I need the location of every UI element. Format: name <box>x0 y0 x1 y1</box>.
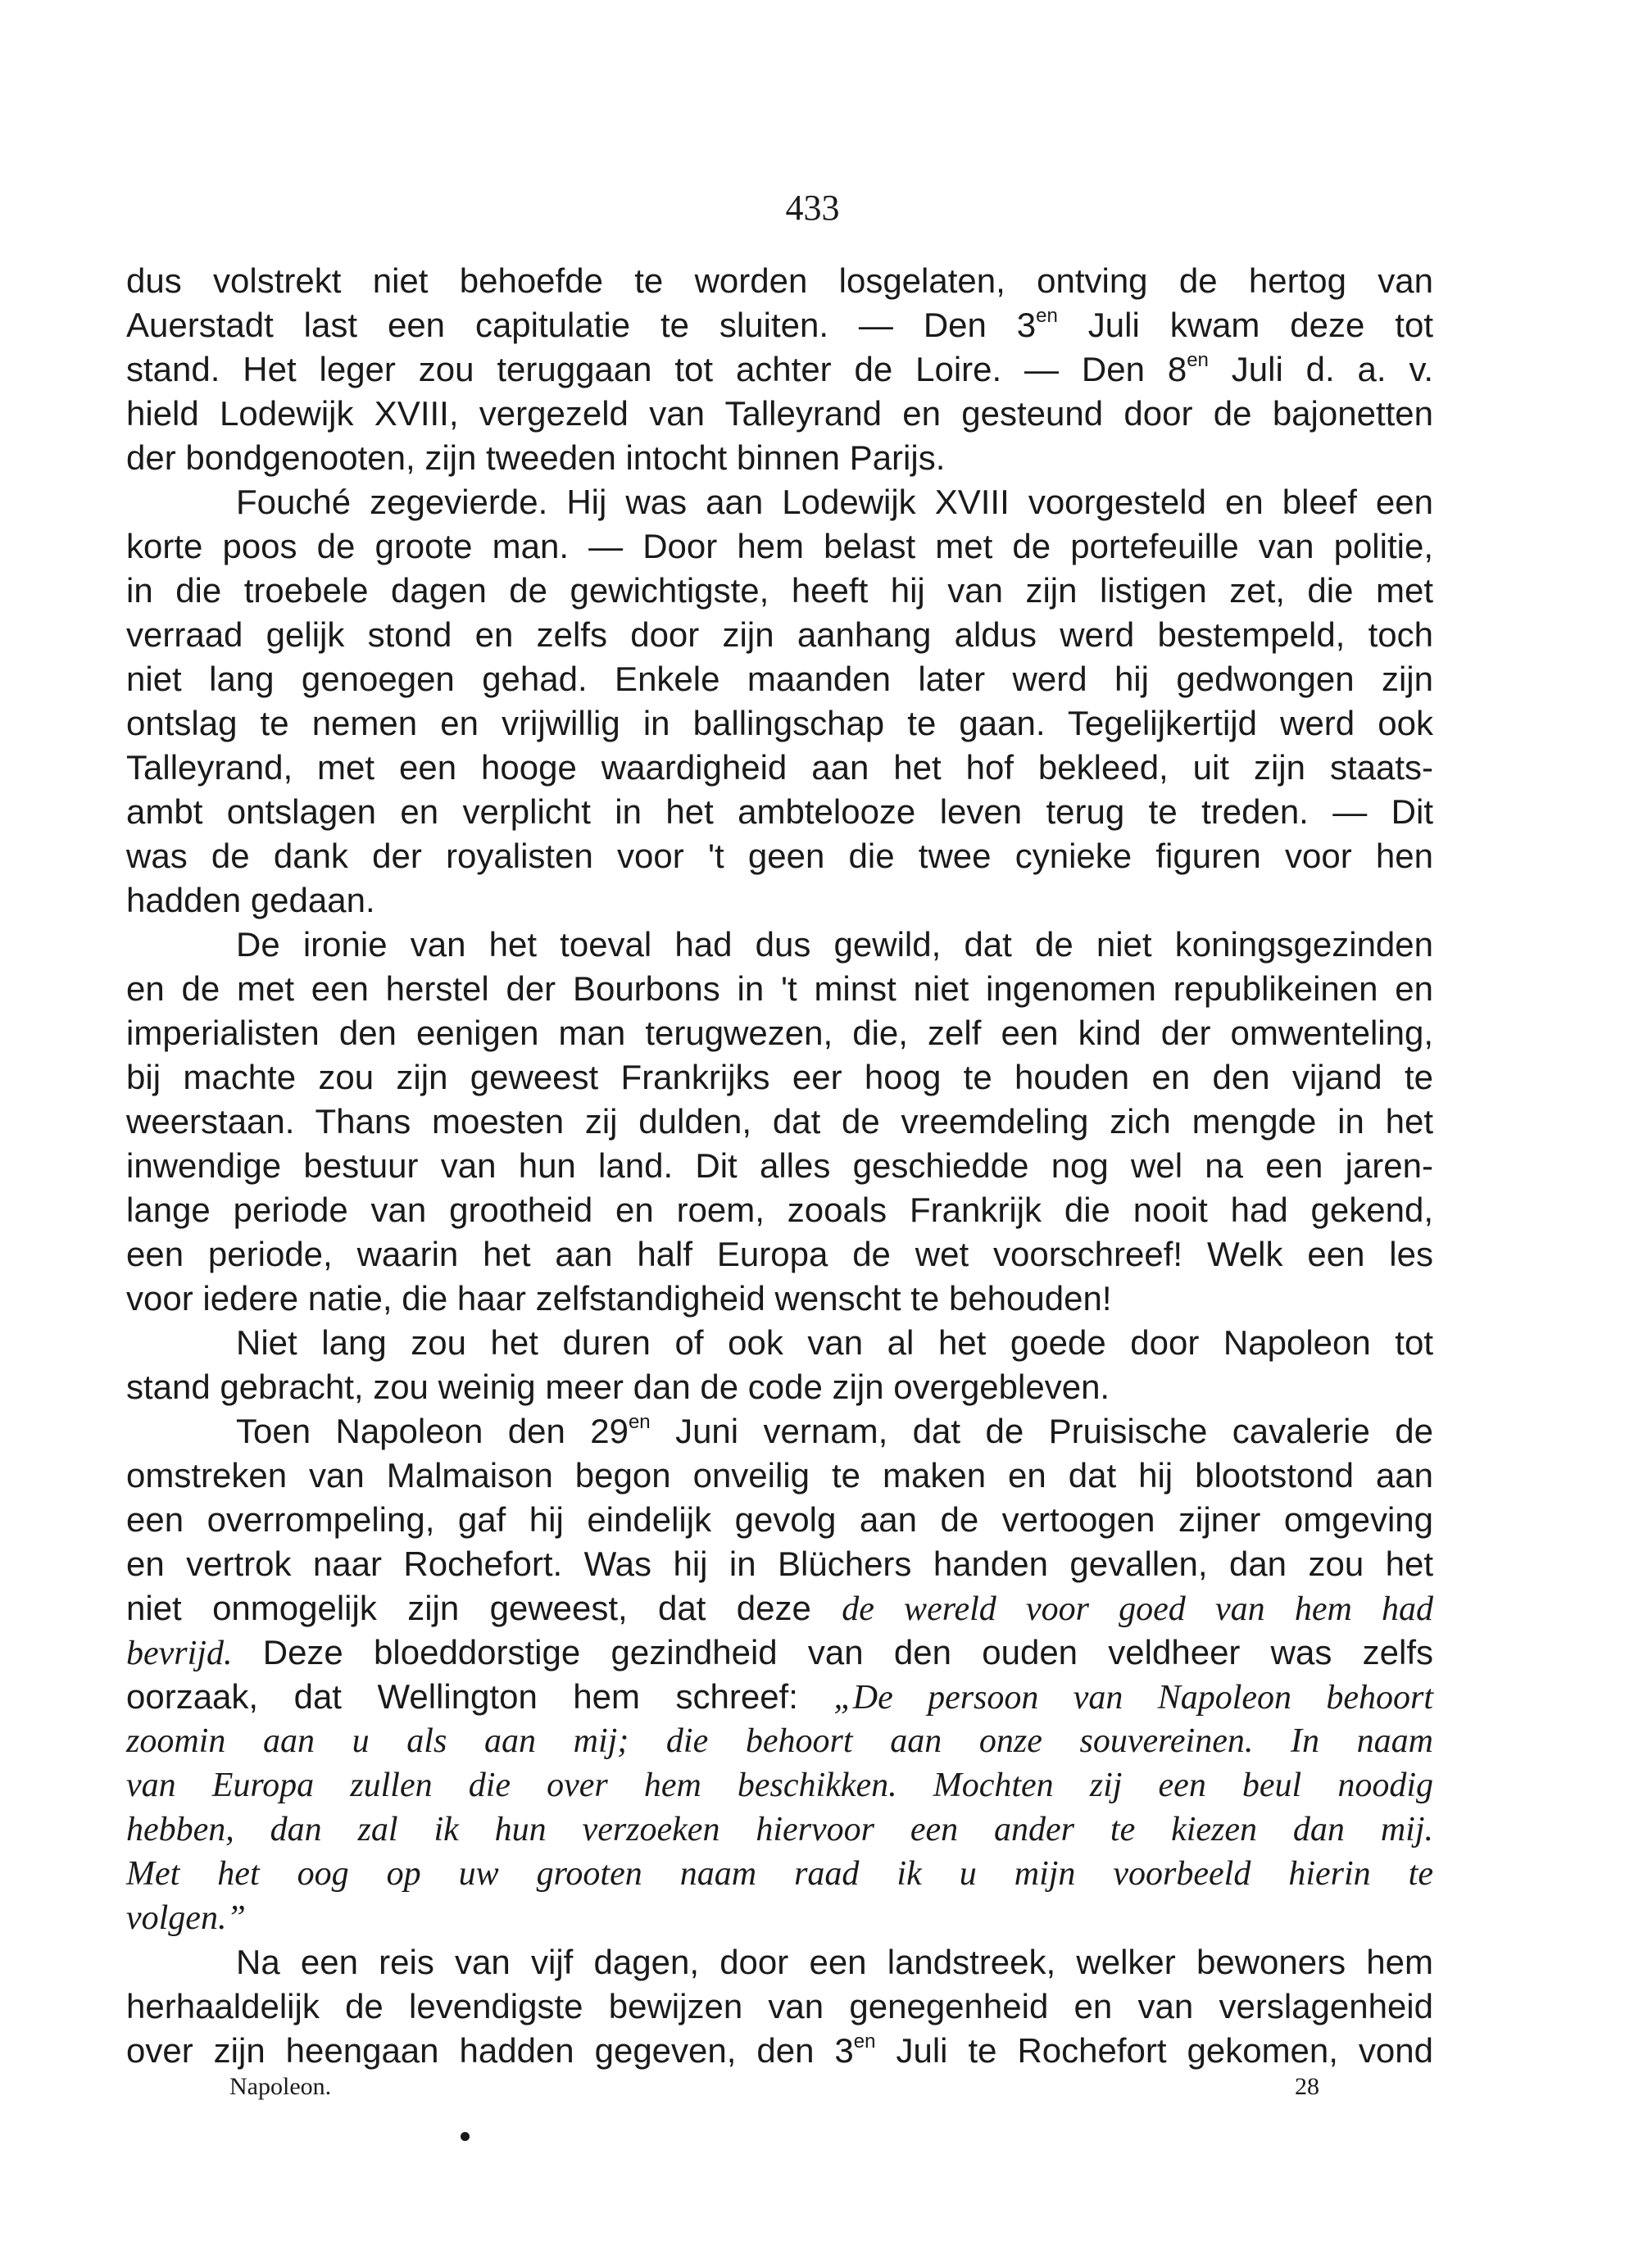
gathering-number: 28 <box>1295 2073 1319 2100</box>
text-line <box>126 1144 1433 1188</box>
text-span: imperialisten den eenigen man terugwezen, die, zelf een kind der omwenteling, <box>126 1014 1433 1052</box>
text-line <box>236 1409 1433 1454</box>
text-line <box>126 524 1433 569</box>
text-span: stand. Het leger zou teruggaan tot achter de Loire. — Den 8 <box>126 350 1187 388</box>
text-span: over zijn heengaan hadden gegeven, den 3 <box>126 2031 854 2070</box>
text-line <box>126 790 1433 834</box>
text-span: ontslag te nemen en vrijwillig in ballingschap te gaan. Tegelijkertijd werd ook <box>126 704 1433 742</box>
text-line <box>126 1454 1433 1498</box>
text-line <box>126 1365 1433 1409</box>
text-span: lange periode van grootheid en roem, zooals Frankrijk die nooit had gekend, <box>126 1191 1433 1229</box>
quote-line <box>126 1719 1433 1763</box>
text-span: volgen.” <box>126 1899 246 1937</box>
text-span: hebben, dan zal ik hun verzoeken hiervoor een ander te kiezen dan mij. <box>126 1811 1433 1848</box>
superscript: en <box>853 2030 876 2053</box>
text-span: was de dank der royalisten voor 't geen die twee cynieke figuren voor hen <box>126 837 1433 875</box>
superscript: en <box>1036 305 1058 327</box>
text-span: oorzaak, dat Wellington hem schreef: <box>126 1677 834 1716</box>
text-line <box>126 569 1433 613</box>
text-span: hield Lodewijk XVIII, vergezeld van Talleyrand en gesteund door de bajonetten <box>126 394 1433 433</box>
text-line <box>126 1631 1433 1675</box>
text-span: Juli kwam deze tot <box>1057 306 1433 344</box>
text-line <box>126 834 1433 878</box>
text-span: Talleyrand, met een hooge waardigheid aan het hof bekleed, uit zijn staats- <box>126 748 1433 787</box>
text-span: omstreken van Malmaison begon onveilig te maken en dat hij blootstond aan <box>126 1456 1433 1495</box>
text-span: Juli d. a. v. <box>1208 350 1434 388</box>
text-span: der bondgenooten, zijn tweeden intocht binnen Parijs. <box>126 438 946 477</box>
text-span: weerstaan. Thans moesten zij dulden, dat de vreemdeling zich mengde in het <box>126 1102 1433 1141</box>
text-span: Met het oog op uw grooten naam raad ik u mijn voorbeeld hierin te <box>126 1855 1433 1893</box>
text-line <box>126 746 1433 790</box>
text-span: Niet lang zou het duren of ook van al het goede door Napoleon tot <box>236 1323 1433 1362</box>
text-line <box>236 1940 1433 1984</box>
text-line <box>126 2029 1433 2073</box>
text-span: korte poos de groote man. — Door hem belast met de portefeuille van politie, <box>126 527 1433 565</box>
superscript: en <box>1187 349 1209 371</box>
text-span: Fouché zegevierde. Hij was aan Lodewijk XVIII voorgesteld en bleef een <box>236 483 1433 521</box>
text-span: ambt ontslagen en verplicht in het ambtelooze leven terug te treden. — Dit <box>126 792 1433 831</box>
text-line <box>236 480 1433 524</box>
text-span: bij machte zou zijn geweest Frankrijks eer hoog te houden en den vijand te <box>126 1058 1433 1096</box>
text-span: Juli te Rochefort gekomen, vond <box>875 2031 1433 2070</box>
text-span: stand gebracht, zou weinig meer dan de code zijn overgebleven. <box>126 1368 1110 1406</box>
text-span: verraad gelijk stond en zelfs door zijn aanhang aldus werd bestempeld, toch <box>126 615 1433 654</box>
text-line <box>126 1232 1433 1277</box>
text-line <box>126 436 1433 480</box>
signature-mark: Napoleon. <box>229 2073 332 2100</box>
text-span: inwendige bestuur van hun land. Dit alles geschiedde nog wel na een jaren- <box>126 1146 1433 1185</box>
ink-dot <box>461 2132 470 2141</box>
text-line <box>126 1984 1433 2029</box>
italic-span: bevrijd. <box>126 1635 233 1672</box>
text-line <box>126 347 1433 392</box>
text-line <box>126 1675 1433 1719</box>
text-span: een overrompeling, gaf hij eindelijk gevolg aan de vertoogen zijner omgeving <box>126 1500 1433 1539</box>
text-span: Na een reis van vijf dagen, door een landstreek, welker bewoners hem <box>236 1943 1433 1981</box>
text-span: en de met een herstel der Bourbons in 't minst niet ingenomen republikeinen en <box>126 969 1433 1008</box>
text-line <box>236 923 1433 967</box>
text-span: zoomin aan u als aan mij; die behoort aan onze souvereinen. In naam <box>126 1722 1433 1760</box>
text-line <box>126 878 1433 923</box>
text-line <box>126 1498 1433 1542</box>
text-line <box>126 1586 1433 1631</box>
text-line <box>126 1055 1433 1100</box>
text-span: Deze bloeddorstige gezindheid van den ouden veldheer was zelfs <box>232 1633 1433 1672</box>
text-line <box>126 259 1433 303</box>
text-span: Toen Napoleon den 29 <box>236 1412 629 1450</box>
text-line <box>126 1277 1433 1321</box>
text-line <box>126 657 1433 701</box>
quote-line <box>126 1808 1433 1852</box>
text-span: niet onmogelijk zijn geweest, dat deze <box>126 1589 842 1627</box>
superscript: en <box>628 1411 651 1433</box>
text-line <box>126 1188 1433 1232</box>
text-span: niet lang genoegen gehad. Enkele maanden later werd hij gedwongen zijn <box>126 660 1433 698</box>
quote-line <box>126 1763 1433 1808</box>
text-span: Auerstadt last een capitulatie te sluiten. — Den 3 <box>126 306 1037 344</box>
text-line <box>126 1011 1433 1055</box>
italic-span: de wereld voor goed van hem had <box>842 1590 1433 1628</box>
text-line <box>126 1100 1433 1144</box>
text-span: voor iedere natie, die haar zelfstandigheid wenscht te behouden! <box>126 1279 1112 1318</box>
text-span: in die troebele dagen de gewichtigste, heeft hij van zijn listigen zet, die met <box>126 571 1433 610</box>
text-line <box>126 613 1433 657</box>
text-line <box>236 1321 1433 1365</box>
page-number: 433 <box>785 188 840 228</box>
text-line <box>126 701 1433 746</box>
text-line <box>126 967 1433 1011</box>
text-span: herhaaldelijk de levendigste bewijzen van genegenheid en van verslagenheid <box>126 1987 1433 2025</box>
text-span: Juni vernam, dat de Pruisische cavalerie de <box>650 1412 1434 1450</box>
quote-line <box>126 1852 1433 1896</box>
text-span: een periode, waarin het aan half Europa de wet voorschreef! Welk een les <box>126 1235 1433 1273</box>
quote-line <box>126 1896 1433 1940</box>
text-line <box>126 392 1433 436</box>
text-span: hadden gedaan. <box>126 881 375 919</box>
text-span: en vertrok naar Rochefort. Was hij in Blüchers handen gevallen, dan zou het <box>126 1545 1433 1583</box>
text-span: De ironie van het toeval had dus gewild, dat de niet koningsgezinden <box>236 925 1433 964</box>
text-line <box>126 1542 1433 1586</box>
text-line <box>126 303 1433 347</box>
text-span: van Europa zullen die over hem beschikken. Mochten zij een beul noodig <box>126 1767 1433 1804</box>
text-span: dus volstrekt niet behoefde te worden losgelaten, ontving de hertog van <box>126 261 1433 300</box>
italic-span: „De persoon van Napoleon behoort <box>833 1679 1433 1717</box>
